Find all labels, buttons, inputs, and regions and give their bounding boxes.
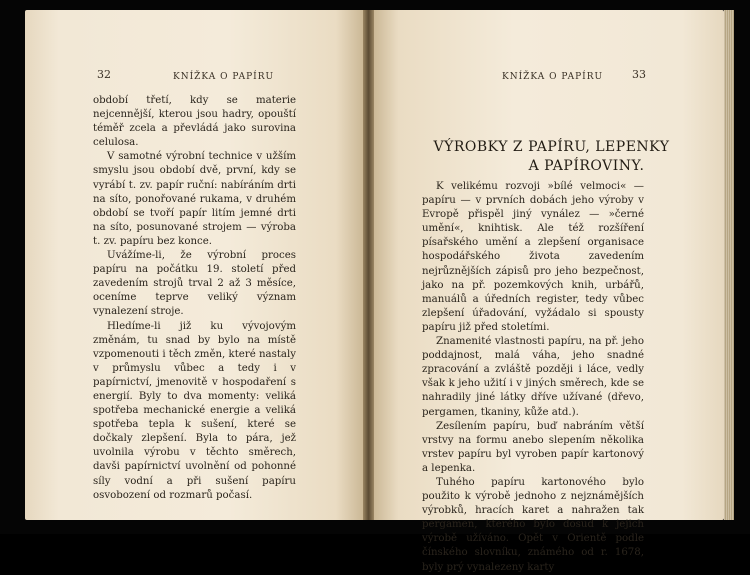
paragraph: Hledíme-li již ku vývojovým změnám, tu snad by bylo na místě vzpomenouti i těch změn, které nastaly v průmyslu vůbec a tedy i v papírnictví, jmenovitě v hospodaření s energií. Byly to dva momenty: veliká spotřeba mechanické energie a veliká spotřeba tepla k sušení, které se dočkaly zlepšení. Byla to pára, jež uvolnila výrobu v těchto směrech, davši papírnictví uvolnění od pohonné síly vodní a při sušení papíru osvobození od rozmarů počasí. [93, 320, 297, 501]
paragraph: K velikému rozvoji »bílé velmoci« — papíru — v prvních dobách jeho výroby v Evropě přispěl jiný vynález — »černé umění«, knihtisk. Ale též rozšíření písařského umění a zlepšení organisace hospodářského života zavedením nejrůznějších zápisů pro jeho bezpečnost, jako na př. pozemkových knih, urbářů, manuálů a úředních register, tedy vůbec zlepšení úřadování, vyžádalo si spousty papíru již před stoletími. [422, 181, 644, 333]
running-head: KNÍŽKA O PAPÍRU [502, 72, 604, 82]
chapter-title-line: A PAPÍROVINY. [528, 158, 645, 174]
page-number: 32 [97, 68, 111, 81]
page-number: 33 [632, 68, 646, 81]
paragraph: Zesílením papíru, buď nabráním větší vrstvy na formu anebo slepením několika vrstev papíru byl vyroben papír kartonový a lepenka. [422, 420, 644, 474]
paragraph: V samotné výrobní technice v užším smyslu jsou období dvě, první, kdy se vyrábí t. zv. papír ruční: nabíráním drti na síto, ponořované rukama, v druhém období se tvoří papír litím jemné drti na síto, posunované strojem — výroba t. zv. papíru bez konce. [93, 151, 296, 247]
book-gutter [363, 10, 374, 520]
chapter-title-line: VÝROBKY Z PAPÍRU, LEPENKY [433, 139, 670, 155]
chapter-title [404, 138, 699, 176]
paragraph: Uvážíme-li, že výrobní proces papíru na počátku 19. století před zavedením strojů trval 2 až 3 měsíce, oceníme teprve veliký význam vynalezení stroje. [93, 250, 296, 318]
running-head: KNÍŽKA O PAPÍRU [173, 72, 275, 82]
left-text-block [93, 94, 296, 503]
left-page [25, 10, 363, 520]
paragraph: období třetí, kdy se materie nejcennější, kterou jsou hadry, opouští téměř zcela a převládá jako surovina celulosa. [93, 95, 296, 149]
right-page [374, 10, 724, 573]
right-text-block [422, 180, 644, 575]
paragraph: Tuhého papíru kartonového bylo použito k výrobě jednoho z nejznámějších výrobků, hracích karet a nahražen tak pergamen, kterého bylo dosud k jejich výrobě užíváno. Opět v Orientě podle čínského slovníku, známého od r. 1678, byly prý vynalezeny karty [422, 476, 644, 573]
paragraph: Znamenité vlastnosti papíru, na př. jeho poddajnost, malá váha, jeho snadné zpracování a zvláště později i láce, vedly však k jeho užití i v jiných směrech, kde se nahradily jiné látky dříve užívané (dřevo, pergamen, tkaniny, kůže atd.). [422, 336, 644, 418]
page-edges [724, 10, 734, 520]
